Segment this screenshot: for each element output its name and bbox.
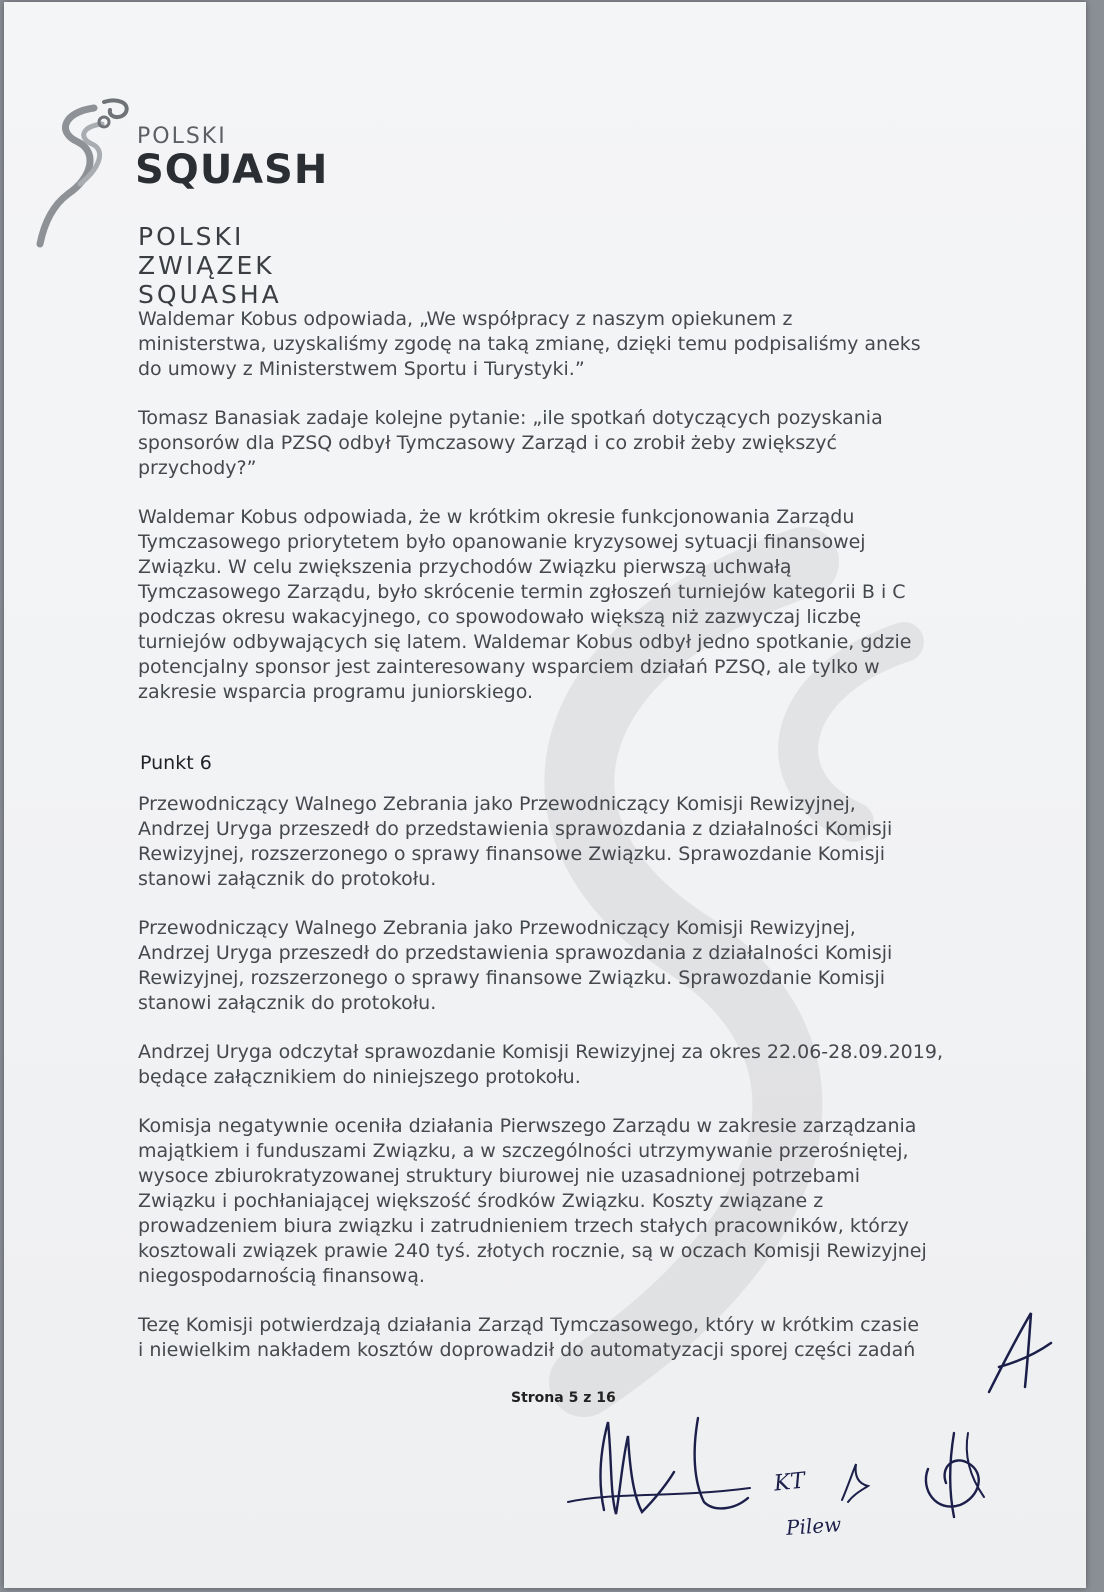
signature-initials-text: KT <box>772 1468 807 1497</box>
paragraph: Przewodniczący Walnego Zebrania jako Przewodniczący Komisji Rewizyjnej, Andrzej Uryga przeszedł do przedstawienia sprawozdania z działalności Komisji Rewizyjnej, rozszerzonego o sprawy finansowe Związku. Sprawozdanie Komisji stanowi załącznik do protokołu. <box>138 793 893 890</box>
document-page <box>4 2 1086 1588</box>
organization-name-line: SQUASHA <box>138 280 282 309</box>
paragraph: Tezę Komisji potwierdzają działania Zarząd Tymczasowego, który w krótkim czasie i niewielkim nakładem kosztów doprowadził do automatyzacji sporej części zadań <box>138 1314 920 1361</box>
paragraph: Waldemar Kobus odpowiada, że w krótkim okresie funkcjonowania Zarządu Tymczasowego priorytetem było opanowanie kryzysowej sytuacji finansowej Związku. W celu zwiększenia przychodów Związku pierwszą uchwałą Tymczasowego Zarządu, było skrócenie termin zgłoszeń turniejów kategorii B i C podczas okresu wakacyjnego, co spowodowało większą niż zazwyczaj liczbę turniejów odbywających się latem. Waldemar Kobus odbył jedno spotkanie, gdzie potencjalny sponsor jest zainteresowany wsparciem działań PZSQ, ale tylko w zakresie wsparcia programu juniorskiego. <box>138 506 912 703</box>
logo-squash-text: SQUASH <box>135 147 329 193</box>
organization-name-line: ZWIĄZEK <box>138 251 275 280</box>
logo-polski-text: POLSKI <box>137 124 227 149</box>
signature-right-icon <box>914 1427 994 1527</box>
polski-squash-logo-icon <box>34 94 134 254</box>
paragraph: Komisja negatywnie oceniła działania Pierwszego Zarządu w zakresie zarządzania majątkiem i funduszami Związku, a w szczególności utrzymywanie przerośniętej, wysoce zbiurokratyzowanej struktury biurowej nie uzasadnionej potrzebami Związku i pochłaniającej większość środków Związku. Koszty związane z prowadzeniem biura związku i zatrudnieniem trzech stałych pracowników, którzy kosztowali związek prawie 240 tyś. złotych rocznie, są w oczach Komisji Rewizyjnej niegospodarnością finansową. <box>138 1115 927 1287</box>
paragraph: Przewodniczący Walnego Zebrania jako Przewodniczący Komisji Rewizyjnej, Andrzej Uryga przeszedł do przedstawienia sprawozdania z działalności Komisji Rewizyjnej, rozszerzonego o sprawy finansowe Związku. Sprawozdanie Komisji stanowi załącznik do protokołu. <box>138 917 893 1014</box>
signature-squiggle-icon <box>834 1460 874 1506</box>
page-number: Strona 5 z 16 <box>511 1390 616 1406</box>
signature-margin-initial-icon <box>979 1307 1059 1407</box>
organization-name <box>138 222 282 309</box>
paragraph: Andrzej Uryga odczytał sprawozdanie Komisji Rewizyjnej za okres 22.06-28.09.2019, będące załącznikiem do niniejszego protokołu. <box>138 1041 943 1088</box>
paragraph: Waldemar Kobus odpowiada, „We współpracy z naszym opiekunem z ministerstwa, uzyskaliśmy zgodę na taką zmianę, dzięki temu podpisaliśmy aneks do umowy z Ministerstwem Sportu i Turystyki.” <box>138 308 921 380</box>
paragraph: Tomasz Banasiak zadaje kolejne pytanie: „ile spotkań dotyczących pozyskania sponsorów dla PZSQ odbył Tymczasowy Zarząd i co zrobił żeby zwiększyć przychody?” <box>138 407 883 479</box>
section-heading: Punkt 6 <box>140 752 212 774</box>
document-body <box>138 307 978 1363</box>
signature-main-icon <box>564 1402 754 1532</box>
signature-name-text: Pilew <box>785 1512 842 1540</box>
organization-name-line: POLSKI <box>138 222 245 251</box>
